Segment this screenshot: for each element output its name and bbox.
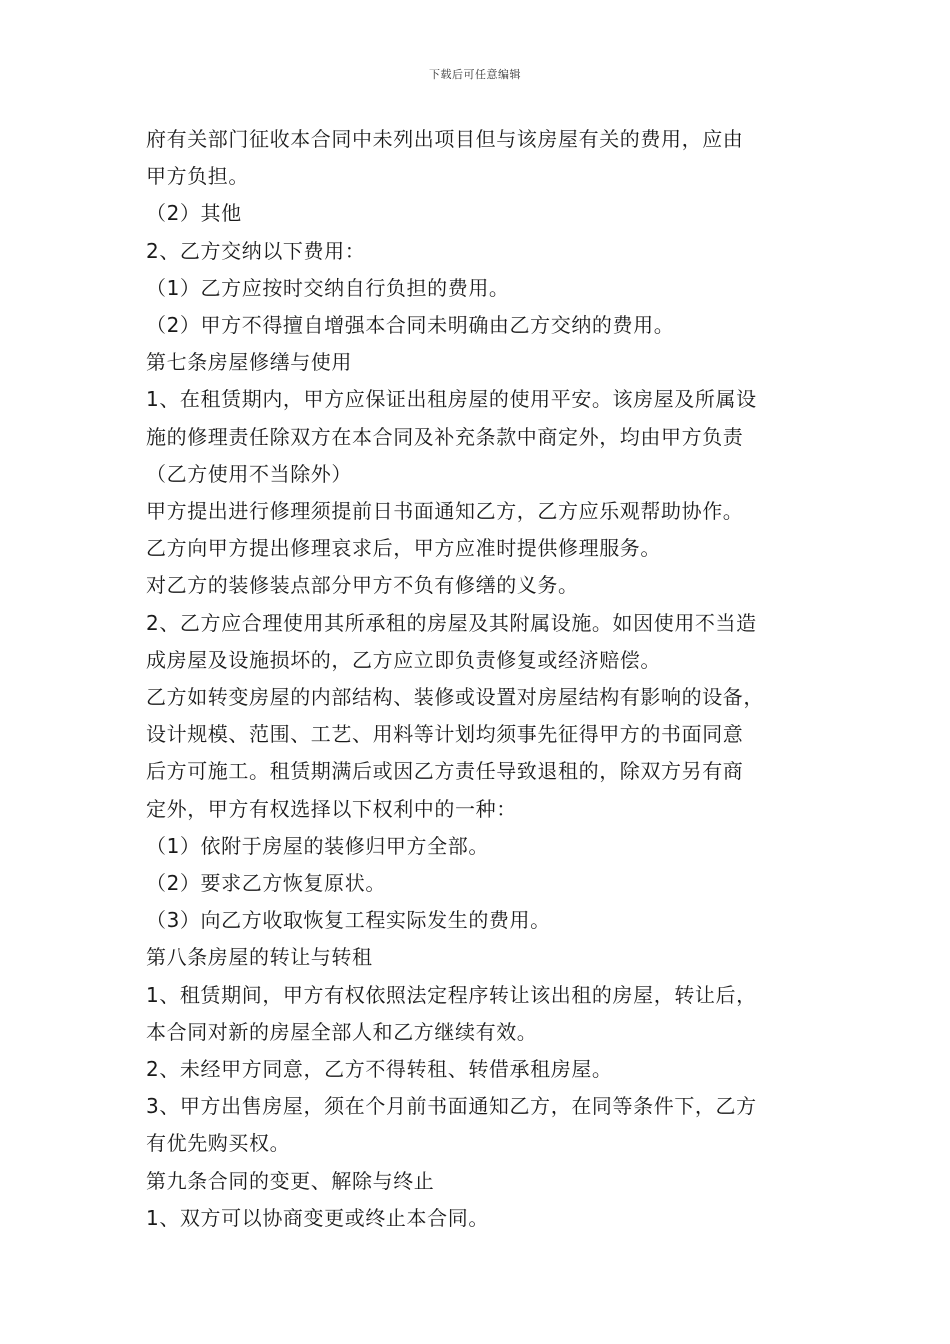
paragraph-line: 3、甲方出售房屋，须在个月前书面通知乙方，在同等条件下，乙方: [146, 1094, 757, 1119]
paragraph-line: （乙方使用不当除外）: [146, 461, 352, 486]
paragraph-line: 后方可施工。租赁期满后或因乙方责任导致退租的，除双方另有商: [146, 759, 744, 784]
paragraph-line: 有优先购买权。: [146, 1131, 291, 1156]
section-heading: 第八条房屋的转让与转租: [146, 945, 373, 970]
document-body: [146, 121, 826, 1237]
paragraph-line: 成房屋及设施损坏的，乙方应立即负责修复或经济赔偿。: [146, 647, 661, 672]
paragraph-line: 2、乙方应合理使用其所承租的房屋及其附属设施。如因使用不当造: [146, 610, 757, 635]
paragraph-line: （2）要求乙方恢复原状。: [146, 871, 386, 896]
paragraph-line: 甲方提出进行修理须提前日书面通知乙方，乙方应乐观帮助协作。: [146, 499, 744, 524]
paragraph-line: （1）乙方应按时交纳自行负担的费用。: [146, 275, 510, 300]
section-heading: 第七条房屋修缮与使用: [146, 350, 352, 375]
paragraph-line: 本合同对新的房屋全部人和乙方继续有效。: [146, 1019, 538, 1044]
paragraph-line: 对乙方的装修装点部分甲方不负有修缮的义务。: [146, 573, 579, 598]
paragraph-line: 乙方向甲方提出修理哀求后，甲方应准时提供修理服务。: [146, 536, 661, 561]
section-heading: 第九条合同的变更、解除与终止: [146, 1168, 435, 1193]
paragraph-line: 定外，甲方有权选择以下权利中的一种：: [146, 796, 517, 821]
paragraph-line: 2、乙方交纳以下费用：: [146, 238, 366, 263]
page-header: 下载后可任意编辑: [429, 68, 521, 81]
paragraph-line: 施的修理责任除双方在本合同及补充条款中商定外，均由甲方负责: [146, 424, 744, 449]
paragraph-line: （1）依附于房屋的装修归甲方全部。: [146, 833, 489, 858]
paragraph-line: （2）甲方不得擅自增强本合同未明确由乙方交纳的费用。: [146, 313, 675, 338]
paragraph-line: 甲方负担。: [146, 164, 249, 189]
paragraph-line: 1、租赁期间，甲方有权依照法定程序转让该出租的房屋，转让后，: [146, 982, 757, 1007]
paragraph-line: 乙方如转变房屋的内部结构、装修或设置对房屋结构有影响的设备，: [146, 685, 764, 710]
paragraph-line: （3）向乙方收取恢复工程实际发生的费用。: [146, 908, 551, 933]
paragraph-line: （2）其他: [146, 201, 242, 226]
paragraph-line: 1、在租赁期内，甲方应保证出租房屋的使用平安。该房屋及所属设: [146, 387, 757, 412]
paragraph-line: 1、双方可以协商变更或终止本合同。: [146, 1205, 489, 1230]
paragraph-line: 2、未经甲方同意，乙方不得转租、转借承租房屋。: [146, 1057, 613, 1082]
paragraph-line: 设计规模、范围、工艺、用料等计划均须事先征得甲方的书面同意: [146, 722, 744, 747]
paragraph-line: 府有关部门征收本合同中未列出项目但与该房屋有关的费用，应由: [146, 127, 744, 151]
